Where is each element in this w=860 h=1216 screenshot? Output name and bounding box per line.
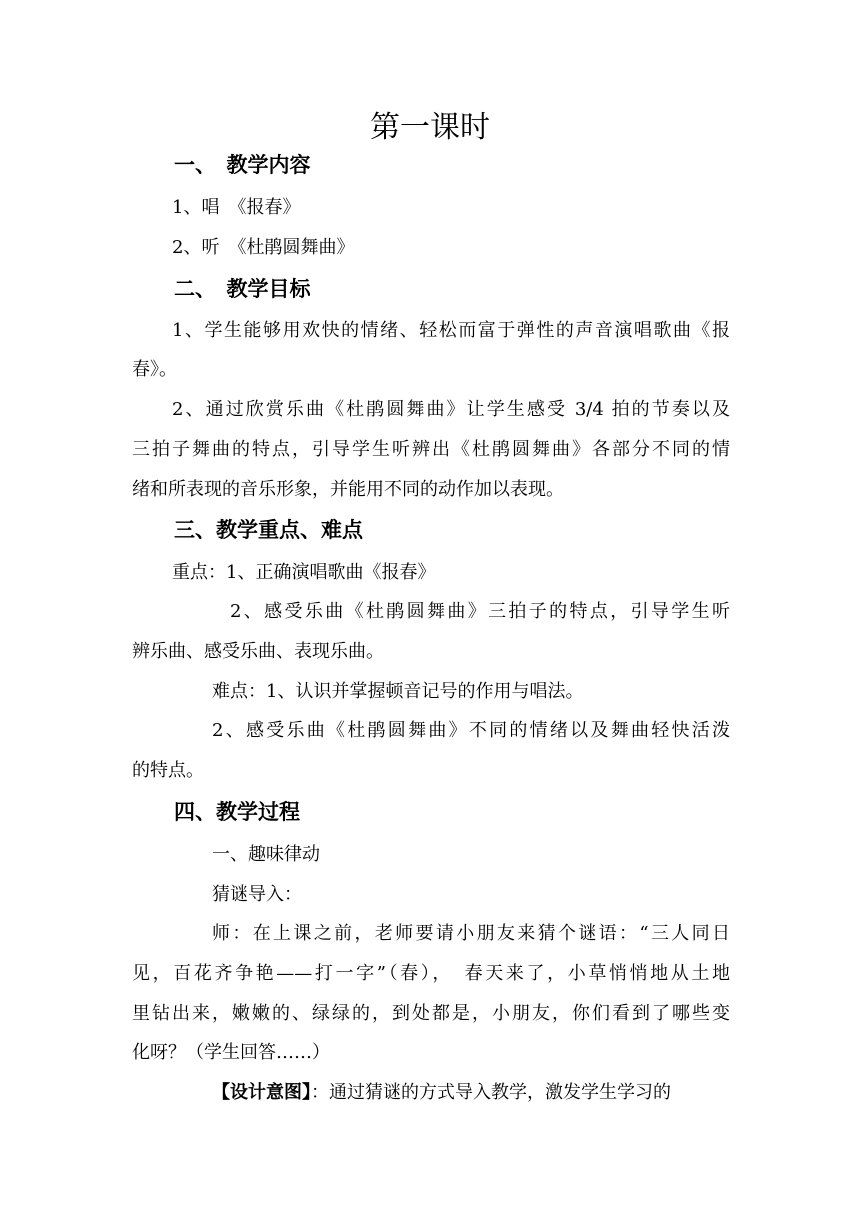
section-heading-goals: 二、 教学目标 <box>174 277 311 301</box>
content-item-sing: 1、唱 《报春》 <box>172 197 301 218</box>
page-title: 第一课时 <box>370 110 490 145</box>
goal-line-4: 三拍子舞曲的特点，引导学生听辨出《杜鹃圆舞曲》各部分不同的情 <box>132 439 730 460</box>
keypoint-line-3: 辨乐曲、感受乐曲、表现乐曲。 <box>132 641 384 662</box>
goal-line-2: 春》。 <box>132 359 177 380</box>
keypoint-line-2: 2、感受乐曲《杜鹃圆舞曲》三拍子的特点，引导学生听 <box>230 601 730 622</box>
process-line-2: 猜谜导入： <box>212 884 302 905</box>
difficulty-line-2: 2、感受乐曲《杜鹃圆舞曲》不同的情绪以及舞曲轻快活泼 <box>212 720 730 741</box>
section-heading-content: 一、 教学内容 <box>174 153 311 177</box>
design-intent-label: 【设计意图】 <box>212 1082 311 1103</box>
design-intent-line <box>212 1080 671 1106</box>
section-heading-keypoints: 三、教学重点、难点 <box>174 518 363 542</box>
goal-line-1: 1、学生能够用欢快的情绪、轻松而富于弹性的声音演唱歌曲《报 <box>172 320 730 341</box>
difficulty-line-1: 难点：1、认识并掌握顿音记号的作用与唱法。 <box>212 681 584 702</box>
goal-line-3: 2、通过欣赏乐曲《杜鹃圆舞曲》让学生感受 3/4 拍的节奏以及 <box>172 399 730 420</box>
process-line-6: 化呀？（学生回答……） <box>132 1042 330 1063</box>
keypoint-line-1: 重点：1、正确演唱歌曲《报春》 <box>172 562 436 583</box>
content-item-listen: 2、听 《杜鹃圆舞曲》 <box>172 237 355 258</box>
process-line-5: 里钻出来，嫩嫩的、绿绿的，到处都是，小朋友，你们看到了哪些变 <box>132 1003 730 1024</box>
difficulty-line-3: 的特点。 <box>132 760 204 781</box>
goal-line-5: 绪和所表现的音乐形象，并能用不同的动作加以表现。 <box>132 479 564 500</box>
process-line-3: 师：在上课之前，老师要请小朋友来猜个谜语：“三人同日 <box>212 923 730 944</box>
process-line-4: 见，百花齐争艳——打一字”（春）， 春天来了，小草悄悄地从土地 <box>132 963 730 984</box>
section-heading-process: 四、教学过程 <box>174 800 300 824</box>
process-line-1: 一、趣味律动 <box>212 844 320 865</box>
design-intent-text: ：通过猜谜的方式导入教学，激发学生学习的 <box>311 1082 671 1103</box>
